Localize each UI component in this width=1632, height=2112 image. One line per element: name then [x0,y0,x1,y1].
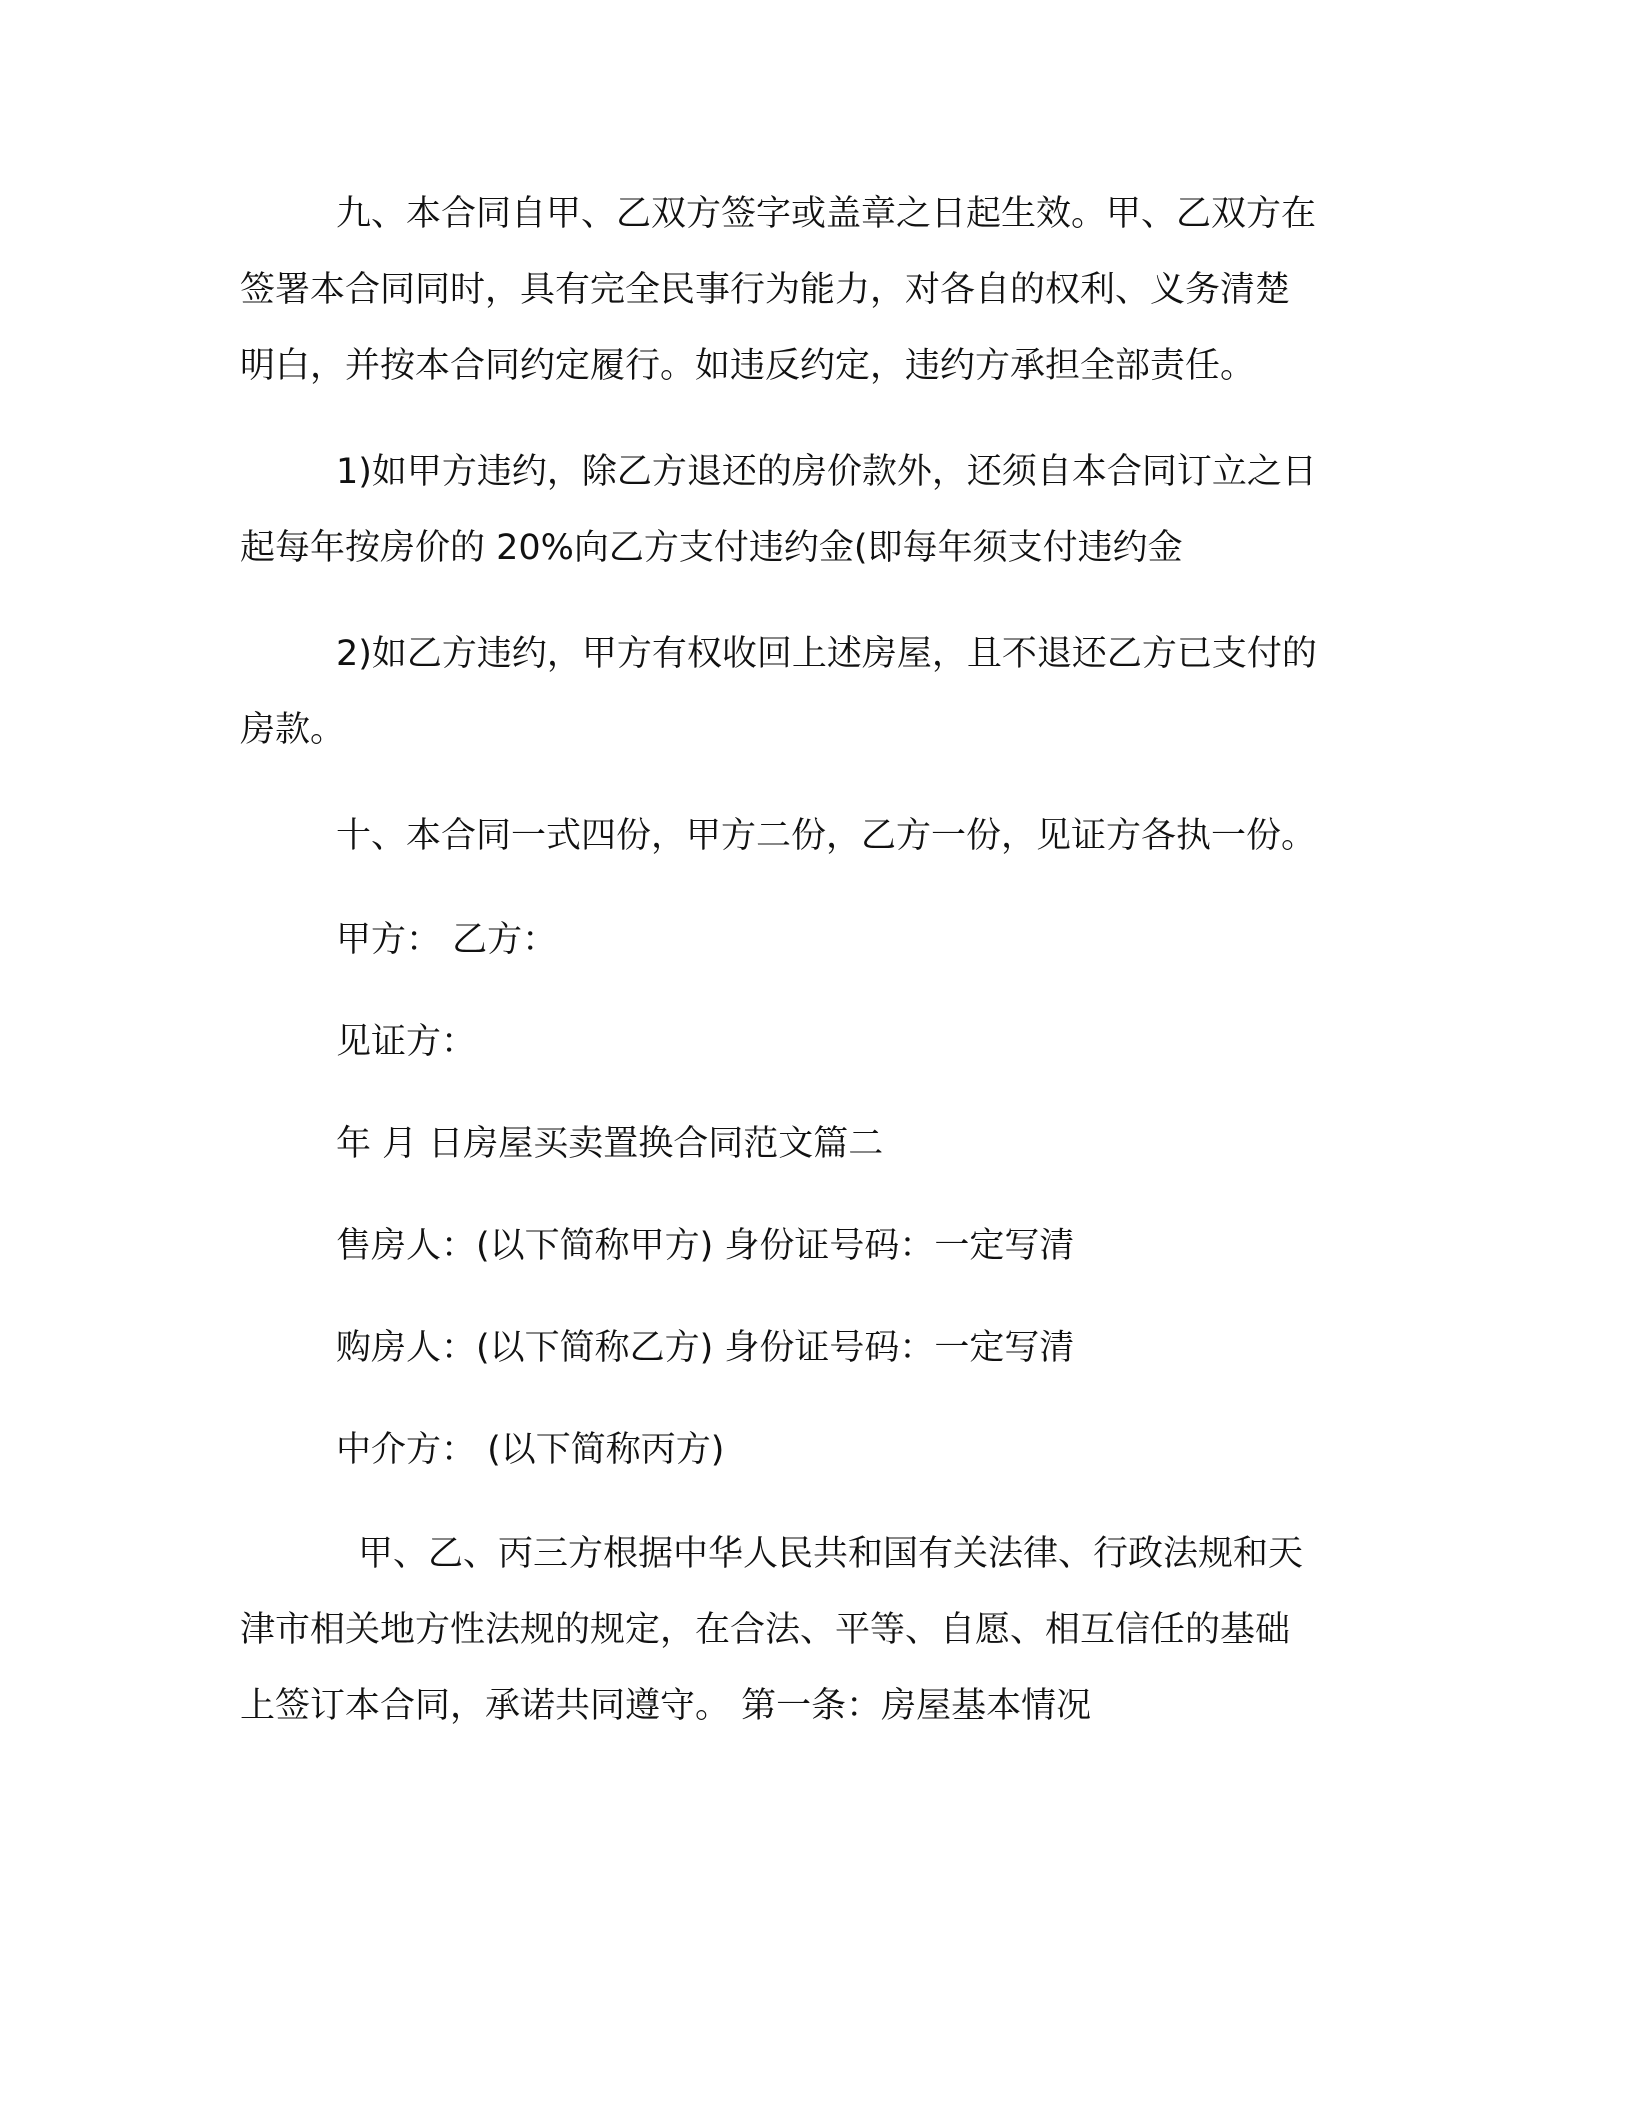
paragraph-clause-9-2 [240,616,1380,768]
text-line: 签署本合同同时，具有完全民事行为能力，对各自的权利、义务清楚 [240,270,1291,310]
signature-witness-line [240,1004,1380,1080]
text-line: 年 月 日房屋买卖置换合同范文篇二 [336,1124,884,1164]
text-line: 购房人：(以下简称乙方) 身份证号码：一定写清 [336,1328,1075,1368]
buyer-line [240,1310,1380,1386]
text-line: 见证方： [336,1022,477,1062]
text-line: 津市相关地方性法规的规定，在合法、平等、自愿、相互信任的基础 [240,1610,1291,1650]
paragraph-clause-10 [240,798,1380,874]
paragraph-clause-9 [240,176,1380,404]
text-line: 甲、乙、丙三方根据中华人民共和国有关法律、行政法规和天 [358,1534,1304,1574]
agent-line [240,1412,1380,1488]
text-line: 中介方： (以下简称丙方) [336,1430,725,1470]
text-line: 1)如甲方违约，除乙方退还的房价款外，还须自本合同订立之日 [336,452,1317,492]
text-line: 十、本合同一式四份，甲方二份，乙方一份，见证方各执一份。 [336,816,1317,856]
paragraph-clause-9-1 [240,434,1380,586]
text-line: 九、本合同自甲、乙双方签字或盖章之日起生效。甲、乙双方在 [336,194,1317,234]
text-line: 明白，并按本合同约定履行。如违反约定，违约方承担全部责任。 [240,346,1256,386]
date-and-title-line [240,1106,1380,1182]
text-line: 售房人：(以下简称甲方) 身份证号码：一定写清 [336,1226,1075,1266]
signature-parties-line [240,902,1380,978]
text-line: 上签订本合同，承诺共同遵守。 第一条：房屋基本情况 [240,1686,1092,1726]
text-line: 甲方： 乙方： [336,920,558,960]
paragraph-preamble [240,1516,1380,1744]
text-line: 房款。 [240,710,346,750]
text-line: 起每年按房价的 20%向乙方支付违约金(即每年须支付违约金 [240,528,1183,568]
text-line: 2)如乙方违约，甲方有权收回上述房屋，且不退还乙方已支付的 [336,634,1317,674]
seller-line [240,1208,1380,1284]
